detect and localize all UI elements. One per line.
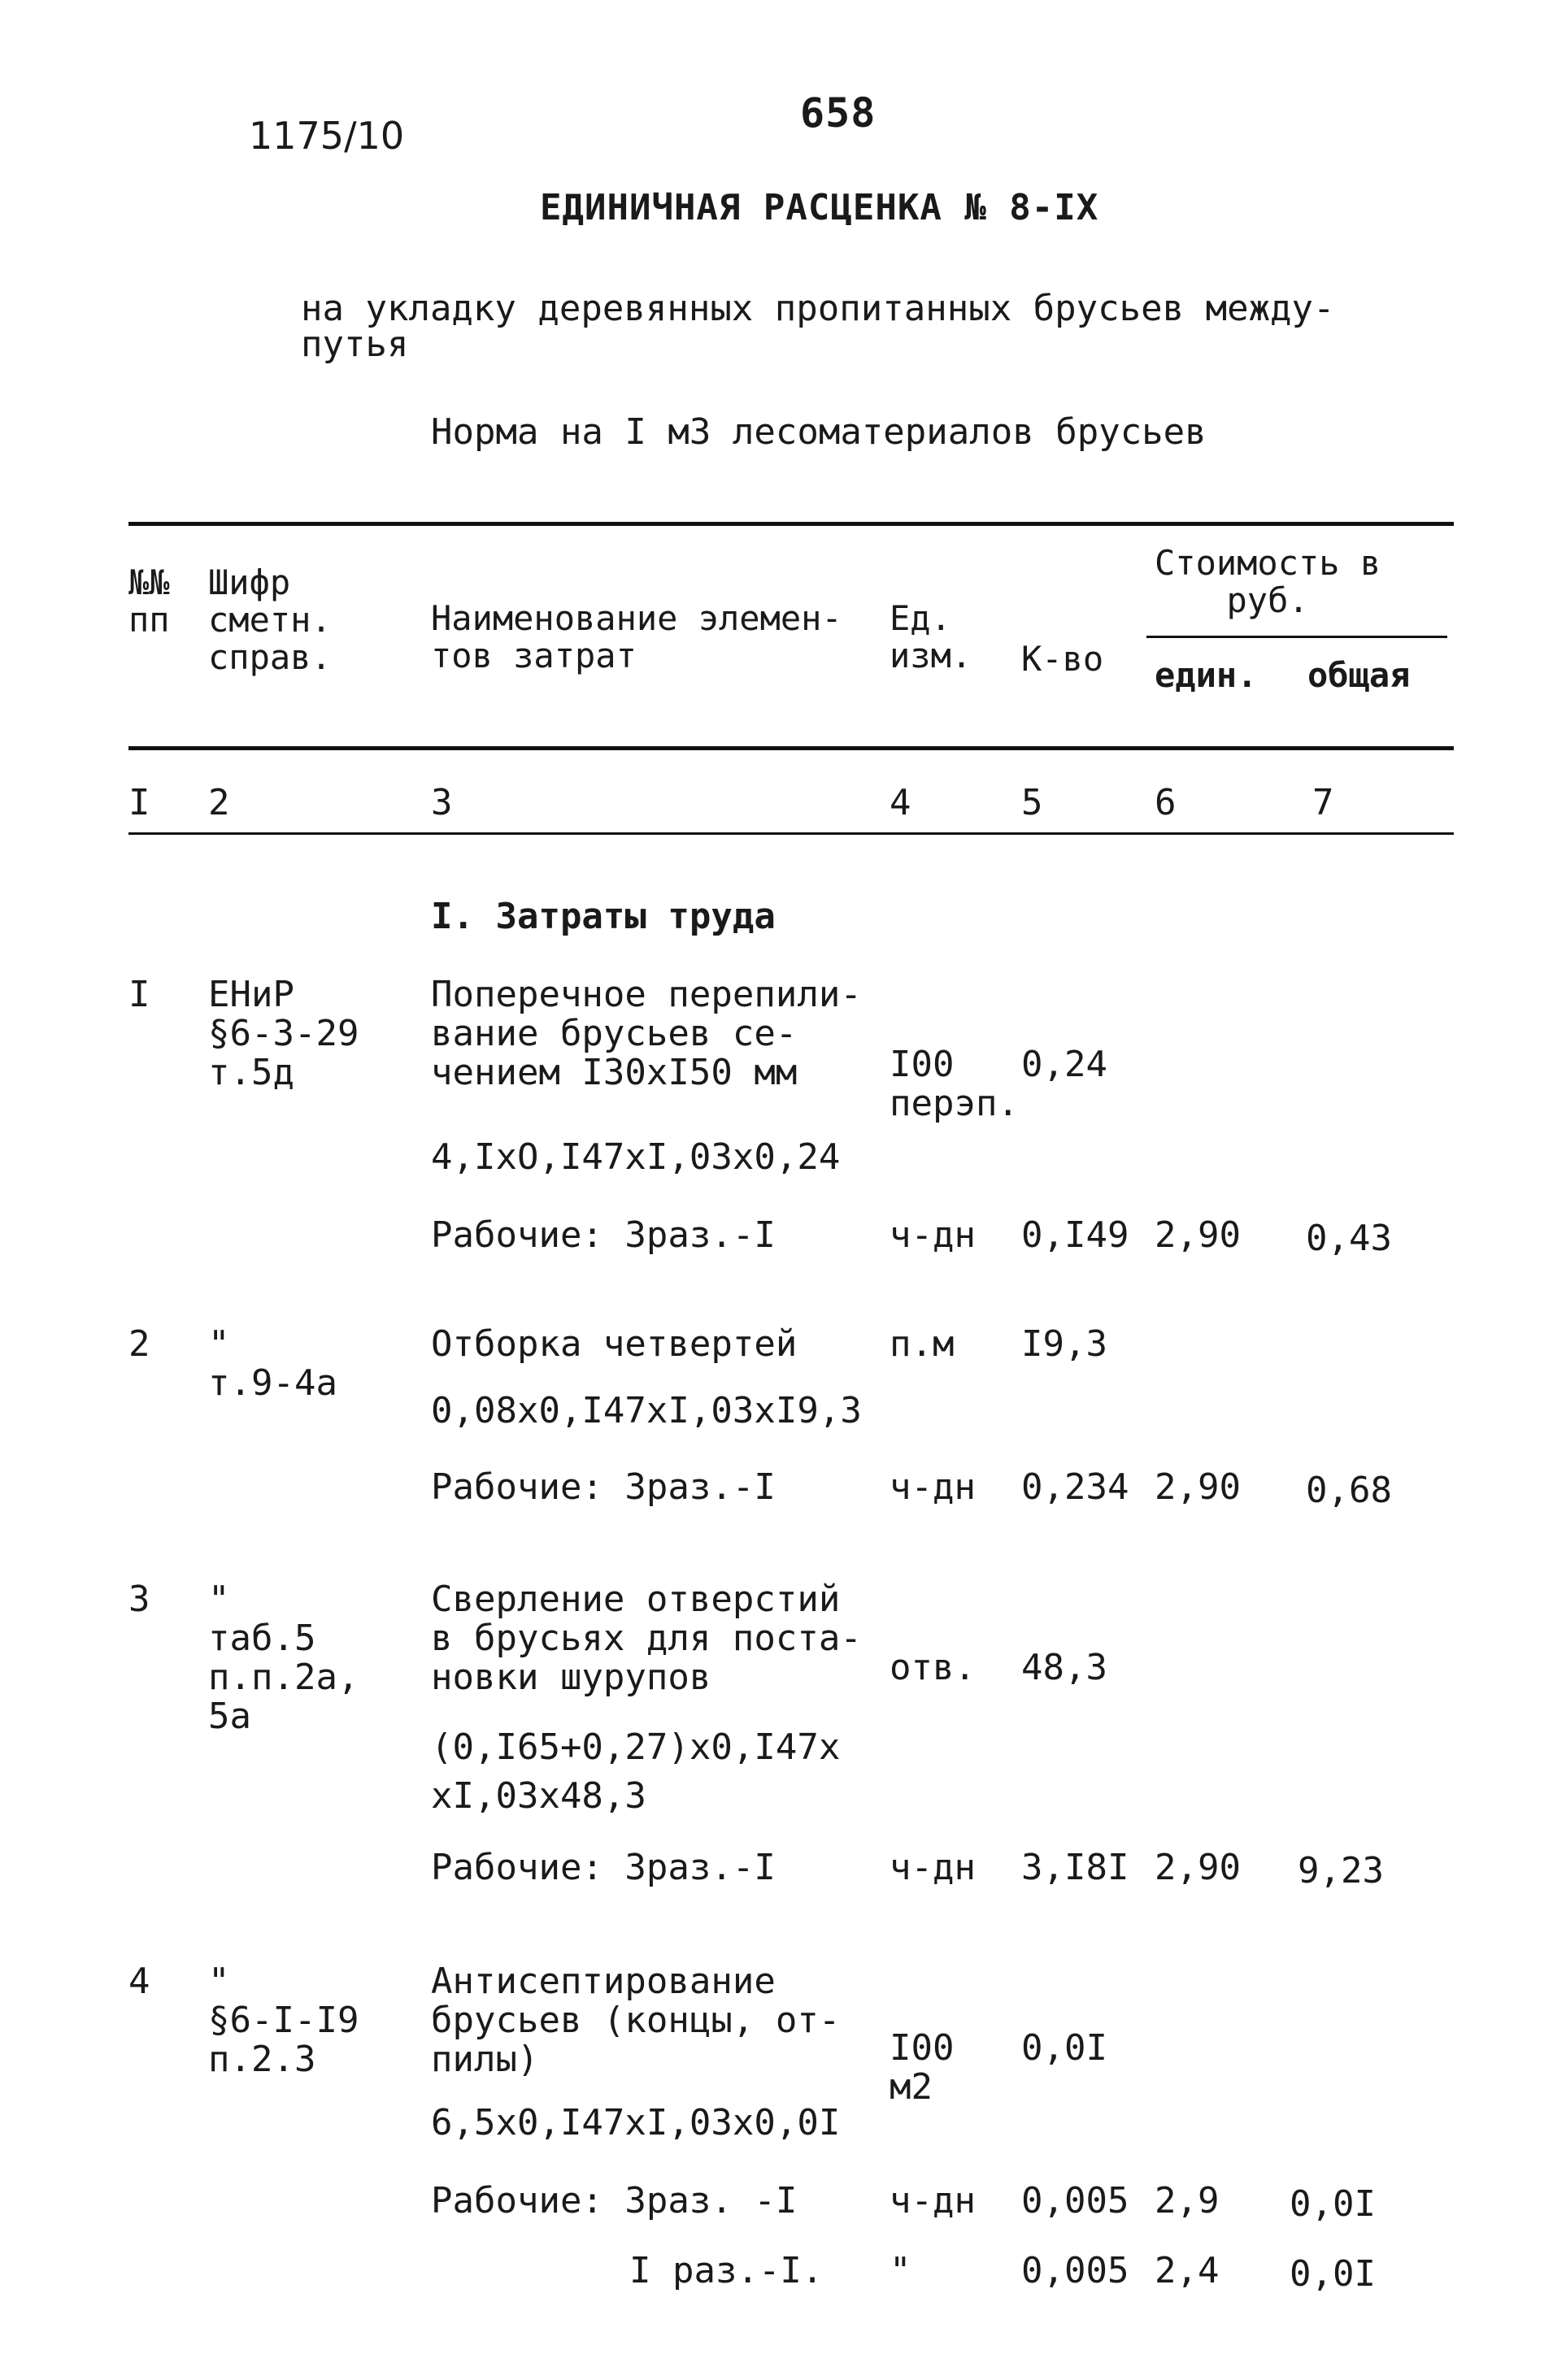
colnum-6: 6: [1155, 782, 1177, 823]
colnum-3: 3: [431, 782, 453, 823]
row-1-qty: 0,24: [1021, 1044, 1107, 1085]
row-3-name: Сверление отверстий в брусьях для поста- новки шурупов: [431, 1579, 862, 1698]
row-3-workers-unit: ч-дн: [890, 1847, 976, 1888]
header-col-number: №№ пп: [128, 562, 170, 640]
row-2-code: " т.9-4а: [208, 1323, 337, 1404]
section-title: I. Затраты труда: [431, 896, 776, 937]
row-4-workers2: I раз.-I.: [629, 2250, 824, 2291]
header-cost-group: Стоимость в руб.: [1155, 543, 1381, 620]
header-col-code: Шифр сметн. справ.: [208, 562, 332, 677]
row-2-workers: Рабочие: 3раз.-I: [431, 1466, 776, 1508]
row-2-formula: 0,08x0,I47xI,03xI9,3: [431, 1390, 862, 1431]
document-title: ЕДИНИЧНАЯ РАСЦЕНКА № 8-IX: [540, 187, 1099, 228]
row-4-workers-unit: ч-дн: [890, 2180, 976, 2221]
row-3-workers: Рабочие: 3раз.-I: [431, 1847, 776, 1888]
row-4-name: Антисептирование брусьев (концы, от- пилы): [431, 1961, 841, 2080]
row-4-qty: 0,0I: [1021, 2027, 1107, 2069]
row-1-workers-unit: ч-дн: [890, 1214, 976, 1256]
row-1-name: Поперечное перепили- вание брусьев се- чением I30xI50 мм: [431, 974, 862, 1093]
row-4-workers-qty: 0,005: [1021, 2180, 1129, 2221]
row-1-formula: 4,IxO,I47xI,03x0,24: [431, 1136, 841, 1178]
row-4-workers2-price: 2,4: [1155, 2250, 1220, 2291]
norm-line: Норма на I м3 лесоматериалов брусьев: [431, 411, 1207, 453]
row-4-workers-price: 2,9: [1155, 2180, 1220, 2221]
colnum-2: 2: [208, 782, 230, 823]
colnum-7: 7: [1312, 782, 1334, 823]
header-col-name: Наименование элемен- тов затрат: [431, 598, 842, 675]
row-1-workers: Рабочие: 3раз.-I: [431, 1214, 776, 1256]
row-2-number: 2: [128, 1323, 150, 1365]
row-3-formula: (0,I65+0,27)x0,I47x xI,03x48,3: [431, 1726, 841, 1817]
header-col-unit-cost: един.: [1155, 655, 1258, 695]
row-1-workers-qty: 0,I49: [1021, 1214, 1129, 1256]
row-1-number: I: [128, 974, 150, 1015]
row-2-workers-unit: ч-дн: [890, 1466, 976, 1508]
subtitle-line-1: на укладку деревянных пропитанных брусьев между-: [301, 288, 1335, 329]
row-3-qty: 48,3: [1021, 1647, 1107, 1688]
row-1-workers-total: 0,43: [1306, 1218, 1392, 1259]
colnum-1: I: [128, 782, 150, 823]
row-2-workers-qty: 0,234: [1021, 1466, 1129, 1508]
row-2-workers-total: 0,68: [1306, 1470, 1392, 1511]
row-4-unit: I00 м2: [890, 2027, 955, 2108]
row-4-workers-total: 0,0I: [1290, 2183, 1376, 2225]
row-1-unit: I00 перэп.: [890, 1044, 1019, 1124]
header-col-unit: Ед. изм.: [890, 598, 972, 675]
numbers-bottom-rule: [128, 832, 1454, 835]
archive-number: 1175/10: [249, 114, 405, 158]
row-4-workers: Рабочие: 3раз. -I: [431, 2180, 798, 2221]
row-2-unit: п.м: [890, 1323, 955, 1365]
table-top-rule: [128, 522, 1454, 526]
cost-group-underline: [1146, 636, 1447, 638]
row-3-unit: отв.: [890, 1647, 976, 1688]
header-col-qty: К-во: [1021, 639, 1104, 679]
page-number: 658: [800, 89, 877, 137]
header-col-total-cost: общая: [1307, 655, 1411, 695]
subtitle-line-2: путья: [301, 324, 409, 365]
row-4-workers2-qty: 0,005: [1021, 2250, 1129, 2291]
row-1-code: ЕНиР §6-3-29 т.5д: [208, 974, 359, 1093]
row-4-number: 4: [128, 1961, 150, 2002]
row-4-workers2-total: 0,0I: [1290, 2253, 1376, 2295]
header-bottom-rule: [128, 746, 1454, 750]
row-2-workers-price: 2,90: [1155, 1466, 1241, 1508]
row-3-number: 3: [128, 1579, 150, 1620]
row-3-code: " таб.5 п.п.2а, 5а: [208, 1579, 359, 1737]
row-4-formula: 6,5x0,I47xI,03x0,0I: [431, 2102, 841, 2143]
row-2-qty: I9,3: [1021, 1323, 1107, 1365]
row-3-workers-price: 2,90: [1155, 1847, 1241, 1888]
row-4-code: " §6-I-I9 п.2.3: [208, 1961, 359, 2080]
colnum-5: 5: [1021, 782, 1043, 823]
row-2-name: Отборка четвертей: [431, 1323, 798, 1365]
row-4-workers2-unit: ": [890, 2250, 911, 2291]
row-3-workers-total: 9,23: [1298, 1850, 1384, 1891]
row-1-workers-price: 2,90: [1155, 1214, 1241, 1256]
row-3-workers-qty: 3,I8I: [1021, 1847, 1129, 1888]
colnum-4: 4: [890, 782, 911, 823]
